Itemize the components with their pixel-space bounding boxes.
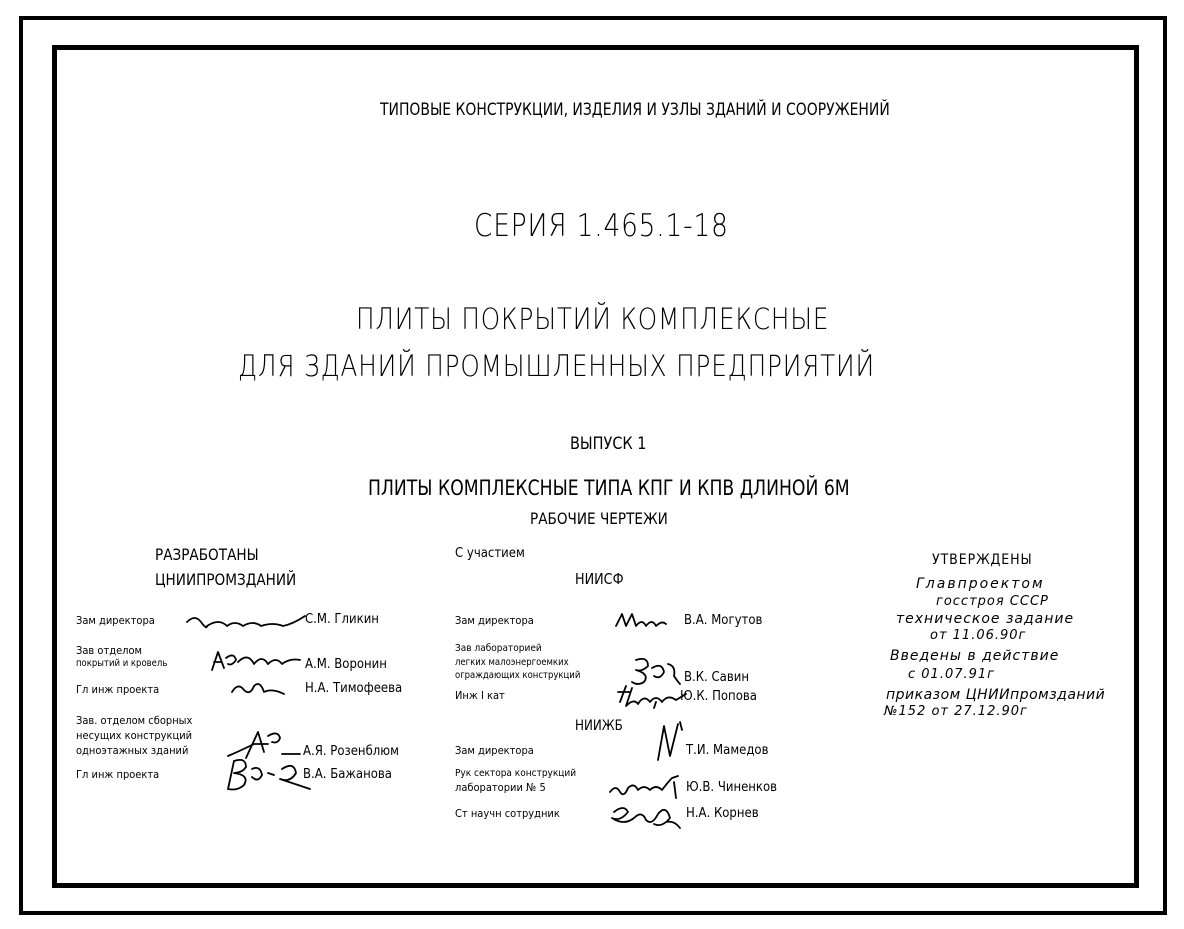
signature-mogutov (612, 610, 670, 632)
role-sector-head-line1: Рук сектора конструкций (455, 768, 577, 779)
signature-chinenkov (606, 772, 684, 802)
role-deputy-director: Зам директора (455, 614, 534, 627)
org-niisf: НИИСФ (575, 570, 624, 588)
approved-line: с 01.07.91г (908, 667, 996, 682)
role-head-structures-line1: Зав. отделом сборных (76, 714, 193, 727)
person-name: В.А. Бажанова (303, 767, 392, 782)
series-label: СЕРИЯ 1.465.1-18 (474, 208, 729, 244)
person-name: А.М. Воронин (305, 657, 387, 672)
role-sector-head-line2: лаборатории № 5 (455, 781, 546, 794)
person-name: Ю.К. Попова (680, 689, 757, 704)
person-name: С.М. Гликин (305, 612, 379, 627)
inner-frame (52, 45, 1139, 888)
signature-voronin (208, 648, 304, 674)
approved-line: от 11.06.90г (930, 628, 1027, 643)
signature-glikin (183, 612, 307, 634)
org-niizhb: НИИЖБ (575, 718, 623, 734)
approved-line: техническое задание (896, 611, 1075, 627)
signature-kornev (606, 800, 684, 836)
role-engineer: Инж I кат (455, 689, 505, 702)
developed-org: ЦНИИПРОМЗДАНИЙ (155, 570, 297, 589)
role-deputy-director: Зам директора (455, 744, 534, 757)
issue-subtitle: РАБОЧИЕ ЧЕРТЕЖИ (530, 509, 668, 528)
role-head-roofing-line2: покрытий и кровель (76, 658, 168, 669)
person-name: Ю.В. Чиненков (686, 780, 778, 795)
role-head-lab-line2: легких малоэнергоемких (455, 657, 569, 668)
person-name: А.Я. Розенблюм (303, 744, 399, 759)
role-head-structures-line3: одноэтажных зданий (76, 744, 189, 757)
issue-title: ПЛИТЫ КОМПЛЕКСНЫЕ ТИПА КПГ И КПВ ДЛИНОЙ 6М (368, 476, 850, 500)
approved-line: приказом ЦНИИпромзданий (886, 687, 1106, 703)
role-head-structures-line2: несущих конструкций (76, 729, 193, 742)
approved-line: №152 от 27.12.90г (884, 704, 1028, 719)
role-head-lab-line1: Зав лабораторией (455, 643, 542, 654)
person-name: Н.А. Тимофеева (305, 681, 403, 696)
developed-heading: РАЗРАБОТАНЫ (155, 545, 259, 564)
person-name: В.А. Могутов (684, 613, 763, 628)
approved-line: госстроя СССР (936, 594, 1049, 609)
header-title: ТИПОВЫЕ КОНСТРУКЦИИ, ИЗДЕЛИЯ И УЗЛЫ ЗДАНИЙ И СООРУЖЕНИЙ (380, 100, 890, 120)
signature-timofeeva (228, 676, 288, 700)
approved-line: Введены в действие (890, 648, 1060, 664)
issue-label: ВЫПУСК 1 (570, 434, 647, 454)
product-line-2: ДЛЯ ЗДАНИЙ ПРОМЫШЛЕННЫХ ПРЕДПРИЯТИЙ (238, 349, 875, 383)
role-deputy-director: Зам директора (76, 614, 155, 627)
participation-heading: С участием (455, 546, 525, 561)
role-chief-engineer: Гл инж проекта (76, 768, 160, 781)
role-senior-researcher: Ст научн сотрудник (455, 807, 560, 820)
signature-bazhanova (224, 755, 316, 795)
product-line-1: ПЛИТЫ ПОКРЫТИЙ КОМПЛЕКСНЫЕ (356, 302, 830, 336)
role-head-roofing-line1: Зав отделом (76, 644, 143, 657)
role-chief-engineer: Гл инж проекта (76, 683, 160, 696)
role-head-lab-line3: ограждающих конструкций (455, 670, 581, 681)
person-name: Т.И. Мамедов (686, 743, 769, 758)
approved-line: Главпроектом (916, 576, 1045, 592)
person-name: В.К. Савин (684, 670, 749, 685)
signature-popova (614, 682, 690, 710)
person-name: Н.А. Корнев (686, 806, 759, 821)
signature-mamedov (652, 720, 686, 764)
approved-heading: УТВЕРЖДЕНЫ (932, 552, 1033, 568)
